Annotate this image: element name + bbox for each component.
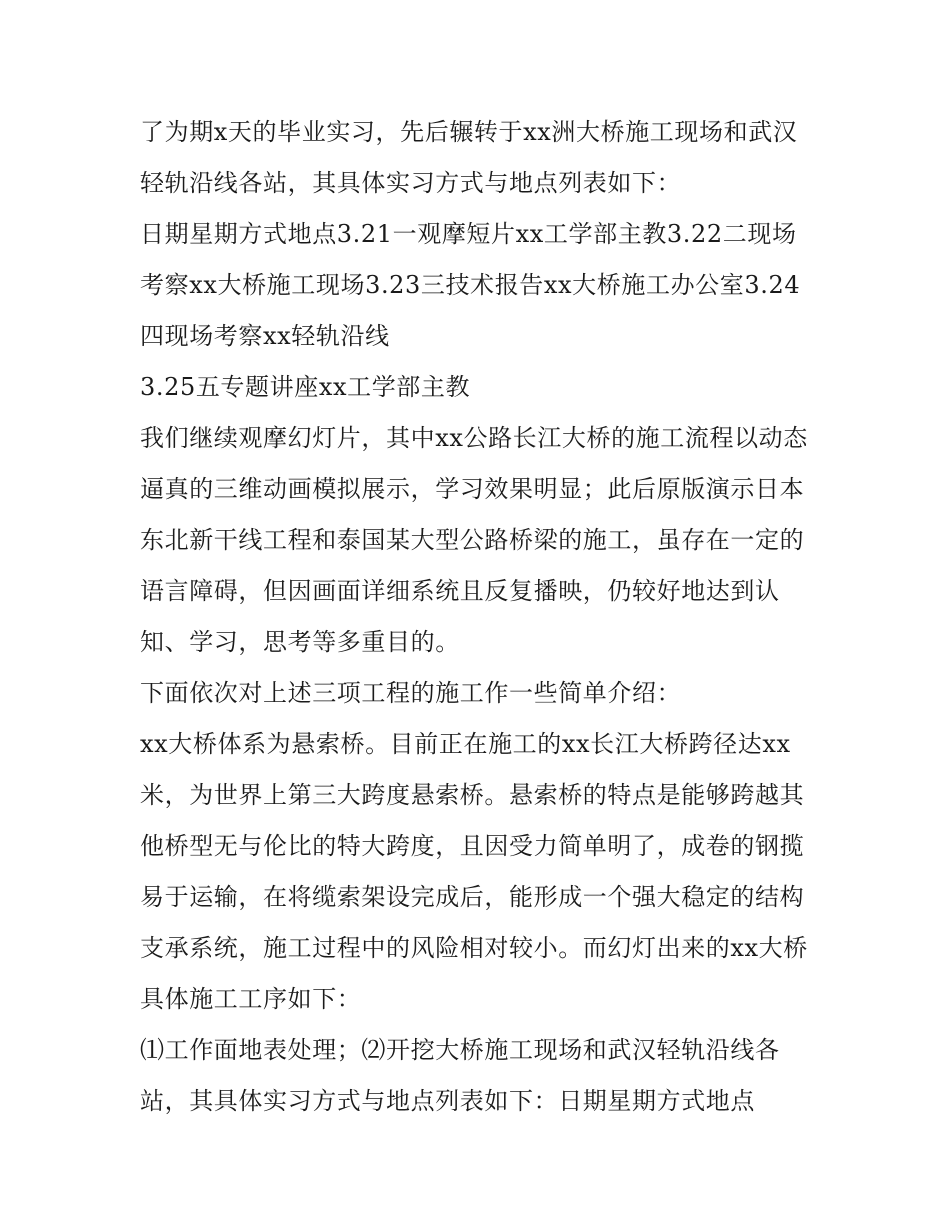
paragraph-intro-projects: 下面依次对上述三项工程的施工作一些简单介绍： (140, 679, 682, 707)
paragraph-internship-intro: 了为期x天的毕业实习，先后辗转于xx洲大桥施工现场和武汉轻轨沿线各站，其具体实习方式与地点列表如下： (140, 118, 798, 197)
paragraph-construction-steps: ⑴工作面地表处理；⑵开挖大桥施工现场和武汉轻轨沿线各站，其具体实习方式与地点列表如下：日期星期方式地点 (140, 1036, 780, 1115)
paragraph-schedule-last: 3.25五专题讲座xx工学部主教 (140, 373, 471, 401)
paragraph-schedule-list: 日期星期方式地点3.21一观摩短片xx工学部主教3.22二现场考察xx大桥施工现场3.23三技术报告xx大桥施工办公室3.24四现场考察xx轻轨沿线 (140, 220, 801, 350)
paragraph-suspension-bridge: xx大桥体系为悬索桥。目前正在施工的xx长江大桥跨径达xx米，为世界上第三大跨度悬索桥。悬索桥的特点是能够跨越其他桥型无与伦比的特大跨度，且因受力简单明了，成卷的钢揽易于运输，在将缆索架设完成后，能形成一个强大稳定的结构支承系统，施工过程中的风险相对较小。而幻灯出来的xx大桥具体施工工序如下： (140, 730, 808, 1013)
paragraph-slides-viewing: 我们继续观摩幻灯片，其中xx公路长江大桥的施工流程以动态逼真的三维动画模拟展示，学习效果明显；此后原版演示日本东北新干线工程和泰国某大型公路桥梁的施工，虽存在一定的语言障碍，但因画面详细系统且反复播映，仍较好地达到认知、学习，思考等多重目的。 (140, 424, 808, 656)
document-body (140, 107, 820, 1127)
